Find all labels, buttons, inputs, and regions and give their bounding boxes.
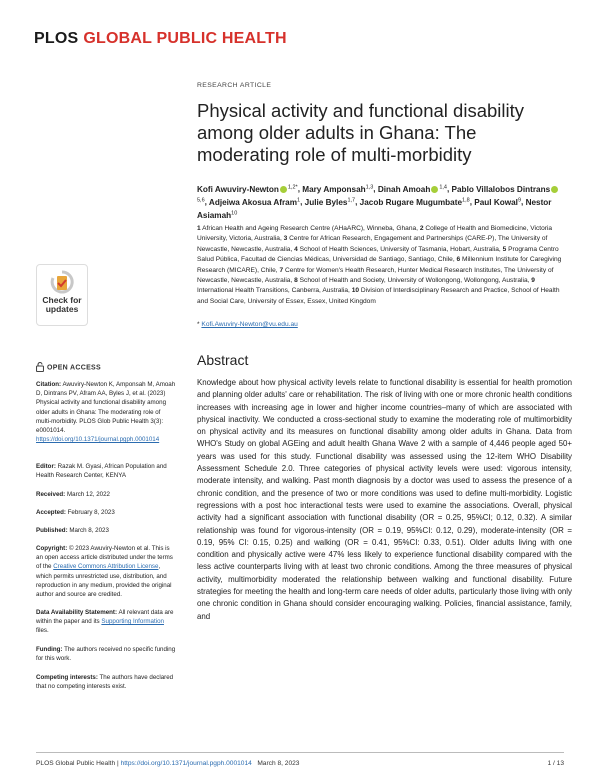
published-label: Published: <box>36 527 68 534</box>
received-block <box>36 490 176 499</box>
author-name: Paul Kowal <box>474 197 518 207</box>
affiliation-number: 8 <box>294 277 298 285</box>
editor-block <box>36 462 176 480</box>
abstract-heading: Abstract <box>197 352 249 368</box>
author-affil-sup: 1 <box>297 196 301 203</box>
affiliation-text: School of Health Sciences, University of Tasmania, Hobart, Australia, <box>299 245 501 253</box>
author-affil-sup: 1,7 <box>347 196 356 203</box>
author-affil-sup: 1,8 <box>462 196 470 203</box>
license-link[interactable]: Creative Commons Attribution License <box>53 563 159 571</box>
received-date: March 12, 2022 <box>66 491 110 498</box>
author-name: Kofi Awuviry-Newton <box>197 184 279 194</box>
footer-citation <box>36 760 299 767</box>
copyright-block <box>36 544 176 599</box>
journal-header <box>34 30 287 48</box>
affiliation-number: 3 <box>283 235 288 243</box>
citation-doi-link[interactable]: https://doi.org/10.1371/journal.pgph.0001014 <box>36 436 160 444</box>
abstract-body: Knowledge about how physical activity levels relate to functional disability is essential for health promotion and planning older adults' care or rehabilitation. The risk of living with one or more chronic health conditions increases with increasing age in lower and higher income countries–many of which are associated with physical inactivity. We conducted a cross-sectional study to examine the moderating role of multimorbidity on physical activity and its measures on functional disability among older adults in Ghana. Data from WHO's Study on global AGEing and adult health Ghana Wave 2 with a sample of 4,446 people aged 50+ years was used for this study. Functional disability was assessed using the 12-item WHO Disability Assessment Schedule 2.0. Three categories of physical activity levels were used: vigorous intensity, moderate intensity, and walking. Past month diagnosis by a doctor was used to assess the presence of a chronic condition, and the presence of two or more conditions was used to define multi-morbidity. Logistic regressions with a post hoc interactional tests were used to examine the associations. Overall, physical activity had a significant association with functional disability (OR = 0.25, 95%CI; 0.12, 0.32). A similar relationship was found for vigorous-intensity (OR = 0.19, 95%CI: 0.12, 0.29), moderate-intensity (OR = 0.19, 95% CI: 0.15, 0.25) and walking (OR = 0.41, 95%CI: 0.33, 0.51). Older adults living with one condition and physically active were 47% less likely to experience functional disability compared with the less active counterparts living with at least two chronic conditions. Among the three measures of physical activity, multimorbidity moderated the relationship between walking and functional disability. Future strategies for meeting the health and long-term care needs of older adults, particularly those living with only one chronic condition in Ghana should consider encouraging walking. Policies, financial assistance, family, and <box>197 378 572 621</box>
published-block <box>36 526 176 535</box>
affiliation-text: African Health and Ageing Research Centre (AHaARC), Winneba, Ghana, <box>202 225 419 232</box>
accepted-block <box>36 508 176 517</box>
copyright-label: Copyright: <box>36 545 68 552</box>
affiliation-number: 10 <box>351 287 360 295</box>
received-label: Received: <box>36 491 66 498</box>
affiliation-number: 6 <box>456 256 461 264</box>
affiliation-number: 9 <box>531 277 535 285</box>
orcid-icon[interactable] <box>280 186 287 193</box>
journal-plos: PLOS <box>34 30 79 47</box>
author-name: Julie Byles <box>304 197 348 207</box>
open-access <box>36 362 101 374</box>
page-footer <box>0 752 600 776</box>
affiliation-number: 4 <box>294 245 298 253</box>
footer-separator: | <box>115 760 121 767</box>
author[interactable] <box>302 185 373 194</box>
affiliation-number: 2 <box>419 225 424 232</box>
author-list: Kofi Awuviry-Newton $^{1,2*}$, Mary Amponsah$^{1,3}$, Dinah Amoah $^{1,4}$, Pablo Villalobos Dintrans$^{5,6}$, Adjeiwa Akosua Afram$^1$, Julie Byles$^{1,7}$, Jacob Rugare Mugumbate$^{1,8}$, Paul Kowal$^9$, Nestor Asiamah$^{10}$ <box>197 182 567 221</box>
check-for-updates-icon <box>48 270 76 294</box>
published-date: March 8, 2023 <box>69 527 109 534</box>
author-affil-sup: 5,6 <box>197 196 205 203</box>
article-type: RESEARCH ARTICLE <box>197 82 272 89</box>
affiliation-text: Division of Interdisciplinary Research and Practice, School of Health and Social Care, University of Essex, Essex, United Kingdom <box>197 287 560 305</box>
affiliation-text: Millennium Institute for Caregiving Research (MICARE), Chile, <box>197 256 562 274</box>
corresponding-email-link[interactable]: Kofi.Awuviry-Newton@vu.edu.au <box>201 321 298 328</box>
check-for-updates-line1: Check for <box>42 295 82 305</box>
page-number: 1 / 13 <box>547 760 564 767</box>
editor-label: Editor: <box>36 463 56 470</box>
author[interactable] <box>305 198 355 207</box>
author-name: Mary Amponsah <box>302 184 366 194</box>
editor-text: Razak M. Gyasi, African Population and Health Research Center, KENYA <box>36 463 167 480</box>
citation-text: Awuviry-Newton K, Amponsah M, Amoah D, Dintrans PV, Afram AA, Byles J, et al. (2023) Physical activity and functional disability among older adults in Ghana: The moderating role of multi-morbidity. PLOS Glob Public Health 3(3): e0001014. <box>36 381 176 435</box>
footer-rule <box>36 752 564 753</box>
author[interactable] <box>360 198 470 207</box>
affiliation-text: School of Health and Society, University of Wollongong, Wollongong, Australia, <box>299 277 530 285</box>
corresponding-author <box>197 321 298 328</box>
affiliation-number: 5 <box>502 245 507 253</box>
author[interactable] <box>197 185 298 194</box>
open-lock-icon <box>36 362 44 374</box>
footer-date: March 8, 2023 <box>257 760 300 767</box>
author-name: Jacob Rugare Mugumbate <box>359 197 463 207</box>
affiliation-text: Centre for African Research, Engagement and Partnerships (CARE-P), The University of Newcastle, Newcastle, Australia, <box>197 235 548 253</box>
data-availability-text-1: All relevant data are within the paper and its <box>36 609 174 626</box>
author-affil-sup: 1,3 <box>365 184 374 190</box>
author-affil-sup: 1,4 <box>439 184 447 190</box>
supporting-information-link[interactable]: Supporting Information <box>101 618 164 626</box>
data-availability-text-2: files. <box>36 627 49 635</box>
footer-journal: PLOS Global Public Health <box>36 760 116 767</box>
author-name: Adjeiwa Akosua Afram <box>208 197 298 207</box>
author[interactable] <box>378 185 447 194</box>
author-affil-sup: 1,2 <box>287 184 296 190</box>
check-for-updates-badge[interactable] <box>36 264 88 326</box>
affiliation-text: Centre for Women's Health Research, Hunter Medical Research Institutes, The University of Newcastle, Newcastle, Australia, <box>197 266 554 285</box>
author[interactable] <box>474 198 521 207</box>
open-access-label: OPEN ACCESS <box>47 364 101 372</box>
competing-interests-block <box>36 673 176 691</box>
citation-block <box>36 380 176 444</box>
data-availability-label: Data Availability Statement: <box>36 609 118 616</box>
funding-label: Funding: <box>36 646 63 653</box>
affiliation-text: International Health Transitions, Canberra, Australia, <box>197 287 350 295</box>
check-for-updates-line2: updates <box>45 304 79 314</box>
author-name: Dinah Amoah <box>377 184 431 194</box>
author[interactable] <box>209 198 300 207</box>
citation-label: Citation: <box>36 381 62 388</box>
corresponding-star: * <box>197 321 200 328</box>
footer-doi-link[interactable]: https://doi.org/10.1371/journal.pgph.0001014 <box>120 760 252 767</box>
funding-block <box>36 645 176 663</box>
copyright-text-1: © 2023 Awuviry-Newton et al. This is an open access article distributed under the terms of the <box>36 545 173 571</box>
article-title: Physical activity and functional disability among older adults in Ghana: The moderating role of multi-morbidity <box>197 100 524 165</box>
competing-interests-label: Competing interests: <box>36 674 98 681</box>
author-affil-sup: 9 <box>517 196 521 203</box>
author-affil-sup: 10 <box>231 209 238 216</box>
orcid-icon[interactable] <box>431 186 438 193</box>
affiliation-number: 1 <box>197 225 201 232</box>
journal-name: GLOBAL PUBLIC HEALTH <box>83 30 287 47</box>
funding-text: The authors received no specific funding for this work. <box>36 646 176 663</box>
author-name: Nestor Asiamah <box>197 197 552 220</box>
affiliations <box>197 224 567 307</box>
accepted-label: Accepted: <box>36 509 66 516</box>
accepted-date: February 8, 2023 <box>67 509 115 516</box>
affiliation-text: College of Health and Biomedicine, Victoria University, Victoria, Australia, <box>197 225 553 243</box>
affiliation-number: 7 <box>279 266 284 274</box>
affiliation-text: Programa Centro Salud Pública, Facultad de Ciencias Médicas, Universidad de Santiago, Santiago, Chile, <box>197 245 559 264</box>
data-availability-block <box>36 608 176 636</box>
author-name: Pablo Villalobos Dintrans <box>451 184 551 194</box>
copyright-text-2: , which permits unrestricted use, distribution, and reproduction in any medium, provided the original author and source are credited. <box>36 563 172 599</box>
competing-interests-text: The authors have declared that no competing interests exist. <box>36 674 174 691</box>
corresponding-star: * <box>295 184 298 190</box>
orcid-icon[interactable] <box>551 186 558 193</box>
